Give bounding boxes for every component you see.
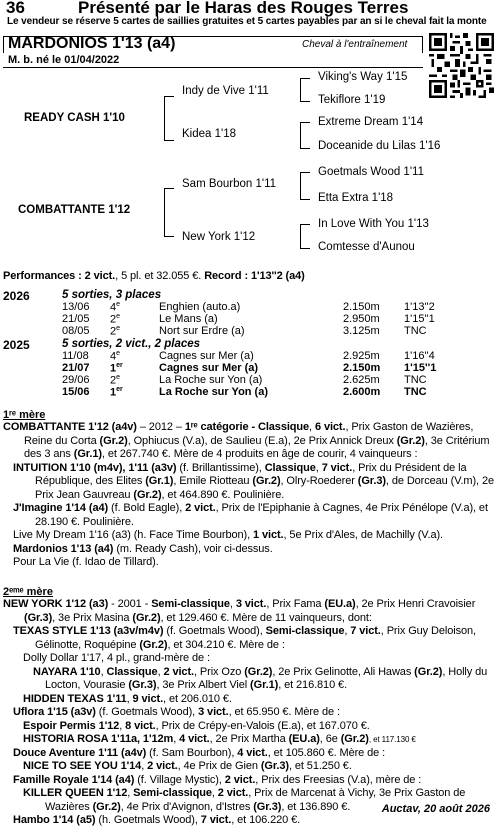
race-rank: 4e: [110, 301, 121, 314]
race-track: Nort sur Erdre (a): [159, 325, 245, 337]
second-dam-produce: Uflora 1'15 (a3v) (f. Goetmals Wood), 3 vict., et 65.950 €. Mère de :: [13, 706, 340, 718]
race-distance: 2.600m: [343, 386, 381, 398]
race-date: 29/06: [62, 374, 90, 386]
second-dam-produce: HIDDEN TEXAS 1'11, 9 vict., et 206.010 €.: [23, 692, 232, 705]
pedigree-gen3-item: Doceanide du Lilas 1'16: [318, 140, 441, 152]
race-time: TNC: [404, 386, 427, 398]
race-distance: 3.125m: [343, 325, 380, 337]
season-year: 2026: [3, 289, 30, 303]
season-year: 2025: [3, 338, 30, 352]
race-time: 1'13''2: [404, 301, 435, 313]
pedigree-gen2-item: Indy de Vive 1'11: [182, 85, 269, 97]
second-dam-produce: NAYARA 1'10, Classique, 2 vict., Prix Ozo (Gr.2), 2e Prix Gelinotte, Ali Hawas (Gr.2), Holly du Locton, Vourasie (Gr.3), 3e Prix Albert Viel (Gr.1), et 216.810 €.: [33, 665, 488, 691]
second-dam-heading: 2ᵉᵐᵉ mère: [3, 586, 53, 598]
second-dam-produce: HISTORIA ROSA 1'11a, 1'12m, 4 vict., 2e Prix Martha (EU.a), 6e (Gr.2), et 117.130 €: [23, 733, 416, 745]
race-date: 21/07: [62, 362, 90, 374]
pedigree-gen2-item: Kidea 1'18: [182, 128, 236, 140]
pedigree-bracket: [300, 224, 310, 249]
pedigree-gen3-item: Goetmals Wood 1'11: [318, 166, 424, 178]
second-dam-paragraph: NEW YORK 1'12 (a3) - 2001 - Semi-classique, 3 vict., Prix Fama (EU.a), 2e Prix Henri Cravoisier (Gr.3), 3e Prix Masina (Gr.2), et 129.460 €. Mère de 11 vainqueurs, dont: TEXAS STYLE 1'13 (a3v/m4v) (f. Goetmals Wood), Semi-classique, 7 vict., Prix Guy Deloison, Gélinotte, Roquépine (Gr.2), et 304.210 €. Mère de : Dolly Dollar 1'17, 4 pl., grand-mère de : NAYARA 1'10, Classique, 2 vict., Prix Ozo (Gr.2), 2e Prix Gelinotte, Ali Hawas (Gr.2), Holly du Locton, Vourasie (Gr.3), 3e Prix Albert Viel (Gr.1), et 216.810 €. HIDDEN TEXAS 1'11, 9 vict., et 206.010 €. Uflora 1'15 (a3v) (f. Goetmals Wood), 3 vict., et 65.950 €. Mère de : Espoir Permis 1'12, 8 vict., Prix de Crépy-en-Valois (E.a), et 167.070 €. HISTORIA ROSA 1'11a, 1'12m, 4 vict., 2e Prix Martha (EU.a), 6e (Gr.2), et 117.130 € Douce Aventure 1'11 (a4v) (f. Sam Bourbon), 4 vict., et 105.860 €. Mère de : NICE TO SEE YOU 1'14, 2 vict., 4e Prix de Gien (Gr.3), et 51.250 €. Famille Royale 1'14 (a4) (f. Village Mystic), 2 vict., Prix des Freesias (V.a), mère de : KILLER QUEEN 1'12, Semi-classique, 2 vict., Prix de Marcenat à Vichy, 3e Prix Gaston de Wazières (Gr.2), 4e Prix d'Avignon, d'Istres (Gr.3), et 136.890 €. Hambo 1'14 (a5) (h. Goetmals Wood), 7 vict., et 106.220 €.: [3, 598, 495, 828]
race-rank: 1er: [110, 362, 123, 375]
performances-line: Performances : 2 vict., 5 pl. et 32.055 €. Record : 1'13''2 (a4): [3, 270, 305, 282]
race-date: 11/08: [62, 350, 89, 362]
race-date: 21/05: [62, 313, 90, 325]
race-track: La Roche sur Yon (a): [159, 374, 263, 386]
race-distance: 2.625m: [343, 374, 380, 386]
second-dam-produce: NICE TO SEE YOU 1'14, 2 vict., 4e Prix de Gien (Gr.3), et 51.250 €.: [23, 760, 352, 772]
race-date: 13/06: [62, 301, 90, 313]
race-rank: 2e: [110, 325, 121, 338]
pedigree-sire: READY CASH 1'10: [24, 112, 125, 124]
race-track: Enghien (auto.a): [159, 301, 241, 313]
season-summary: 5 sorties, 3 places: [62, 289, 162, 301]
race-track: Cagnes sur Mer (a): [159, 350, 254, 362]
pedigree-gen2-item: New York 1'12: [182, 231, 256, 243]
second-dam-produce: TEXAS STYLE 1'13 (a3v/m4v) (f. Goetmals Wood), Semi-classique, 7 vict., Prix Guy Deloison, Gélinotte, Roquépine (Gr.2), et 304.210 €. Mère de :: [13, 625, 476, 651]
race-time: 1'16''4: [404, 350, 435, 362]
race-time: TNC: [404, 374, 427, 386]
race-track: Le Mans (a): [159, 313, 218, 325]
second-dam-produce: Famille Royale 1'14 (a4) (f. Village Mystic), 2 vict., Prix des Freesias (V.a), mère de :: [13, 773, 422, 786]
race-time: TNC: [404, 325, 427, 337]
race-distance: 2.950m: [343, 313, 380, 325]
first-dam-heading: 1ʳᵉ mère: [3, 409, 46, 421]
first-dam-produce: INTUITION 1'10 (m4v), 1'11 (a3v) (f. Brillantissime), Classique, 7 vict., Prix du Président de la République, des Elites (Gr.1), Emile Riotteau (Gr.2), Olry-Roederer (Gr.3), de Dorceau (V.m), 2e Prix Jean Gauvreau (Gr.2), et 464.890 €. Poulinière.: [13, 461, 494, 501]
pedigree-gen3-item: Etta Extra 1'18: [318, 192, 394, 204]
race-time: 1'15''1: [404, 362, 437, 374]
race-rank: 1er: [110, 386, 123, 399]
second-dam-produce: KILLER QUEEN 1'12, Semi-classique, 2 vict., Prix de Marcenat à Vichy, 3e Prix Gaston de Wazières (Gr.2), 4e Prix d'Avignon, d'Istres (Gr.3), et 136.890 €.: [23, 787, 466, 813]
second-dam-produce: Espoir Permis 1'12, 8 vict., Prix de Crépy-en-Valois (E.a), et 167.070 €.: [23, 719, 370, 732]
first-dam-produce: J'Imagine 1'14 (a4) (f. Bold Eagle), 2 vict., Prix de l'Epiphanie à Cagnes, 4e Prix Pénélope (V.a), et 28.190 €. Poulinière.: [13, 502, 488, 528]
pedigree-bracket: [164, 188, 174, 237]
race-time: 1'15''1: [404, 313, 435, 325]
first-dam-produce: Mardonios 1'13 (a4) (m. Ready Cash), voir ci-dessus.: [13, 542, 273, 555]
pedigree-gen3-item: Tekiflore 1'19: [318, 94, 386, 106]
header-divider: [3, 67, 423, 68]
pedigree-gen3-item: Viking's Way 1'15: [318, 71, 408, 83]
presenter: Présenté par le Haras des Rouges Terres: [78, 0, 409, 17]
second-dam-produce: Hambo 1'14 (a5) (h. Goetmals Wood), 7 vict., et 106.220 €.: [13, 814, 301, 826]
race-date: 15/06: [62, 386, 90, 398]
pedigree-gen3-item: In Love With You 1'13: [318, 218, 429, 230]
horse-name: MARDONIOS 1'13 (a4): [8, 35, 176, 52]
first-dam-paragraph: COMBATTANTE 1'12 (a4v) – 2012 – 1ʳᵉ catégorie - Classique, 6 vict., Prix Gaston de Wazières, Reine du Corta (Gr.2), Ophiucus (V.a), de Saulieu (E.a), 2e Prix Annick Dreux (Gr.2), 3e Critérium des 3 ans (Gr.1), et 267.740 €. Mère de 4 produits en âge de courir, 4 vainqueurs : INTUITION 1'10 (m4v), 1'11 (a3v) (f. Brillantissime), Classique, 7 vict., Prix du Président de la République, des Elites (Gr.1), Emile Riotteau (Gr.2), Olry-Roederer (Gr.3), de Dorceau (V.m), 2e Prix Jean Gauvreau (Gr.2), et 464.890 €. Poulinière. J'Imagine 1'14 (a4) (f. Bold Eagle), 2 vict., Prix de l'Epiphanie à Cagnes, 4e Prix Pénélope (V.a), et 28.190 €. Poulinière. Live My Dream 1'16 (a3) (h. Face Time Bourbon), 1 vict., 5e Prix d'Ales, de Machilly (V.a). Mardonios 1'13 (a4) (m. Ready Cash), voir ci-dessus. Pour La Vie (f. Idao de Tillard).: [3, 421, 494, 568]
race-track: Cagnes sur Mer (a): [159, 362, 259, 374]
pedigree-dam: COMBATTANTE 1'12: [18, 204, 131, 216]
season-summary: 5 sorties, 2 vict., 2 places: [62, 338, 201, 350]
race-rank: 2e: [110, 313, 121, 326]
pedigree-bracket: [300, 78, 310, 102]
seller-notice: Le vendeur se réserve 5 cartes de saillies gratuites et 5 cartes payables par an si le cheval fait la monte: [7, 16, 487, 27]
qr-code-icon[interactable]: [429, 33, 494, 98]
pedigree-bracket: [164, 96, 174, 141]
pedigree-gen3-item: Comtesse d'Aunou: [318, 241, 415, 253]
first-dam-produce: Live My Dream 1'16 (a3) (h. Face Time Bourbon), 1 vict., 5e Prix d'Ales, de Machilly (V.a).: [13, 529, 444, 541]
race-date: 08/05: [62, 325, 90, 337]
pedigree-bracket: [300, 172, 310, 200]
race-track: La Roche sur Yon (a): [159, 386, 269, 398]
pedigree-bracket: [300, 122, 310, 149]
first-dam-produce: Pour La Vie (f. Idao de Tillard).: [13, 556, 159, 568]
training-status: Cheval à l'entraînement: [302, 39, 408, 50]
race-distance: 2.925m: [343, 350, 380, 362]
race-distance: 2.150m: [343, 301, 380, 313]
second-dam-produce: Douce Aventure 1'11 (a4v) (f. Sam Bourbon), 4 vict., et 105.860 €. Mère de :: [13, 746, 386, 759]
footer-source: Auctav, 20 août 2026: [381, 803, 490, 815]
race-distance: 2.150m: [343, 362, 381, 374]
race-rank: 4e: [110, 350, 121, 363]
pedigree-gen3-item: Extreme Dream 1'14: [318, 116, 424, 128]
pedigree-gen2-item: Sam Bourbon 1'11: [182, 178, 277, 190]
second-dam-produce: Dolly Dollar 1'17, 4 pl., grand-mère de :: [23, 652, 210, 664]
horse-description: M. b. né le 01/04/2022: [8, 54, 120, 66]
lot-number: 36: [6, 0, 25, 17]
race-rank: 2e: [110, 374, 121, 387]
